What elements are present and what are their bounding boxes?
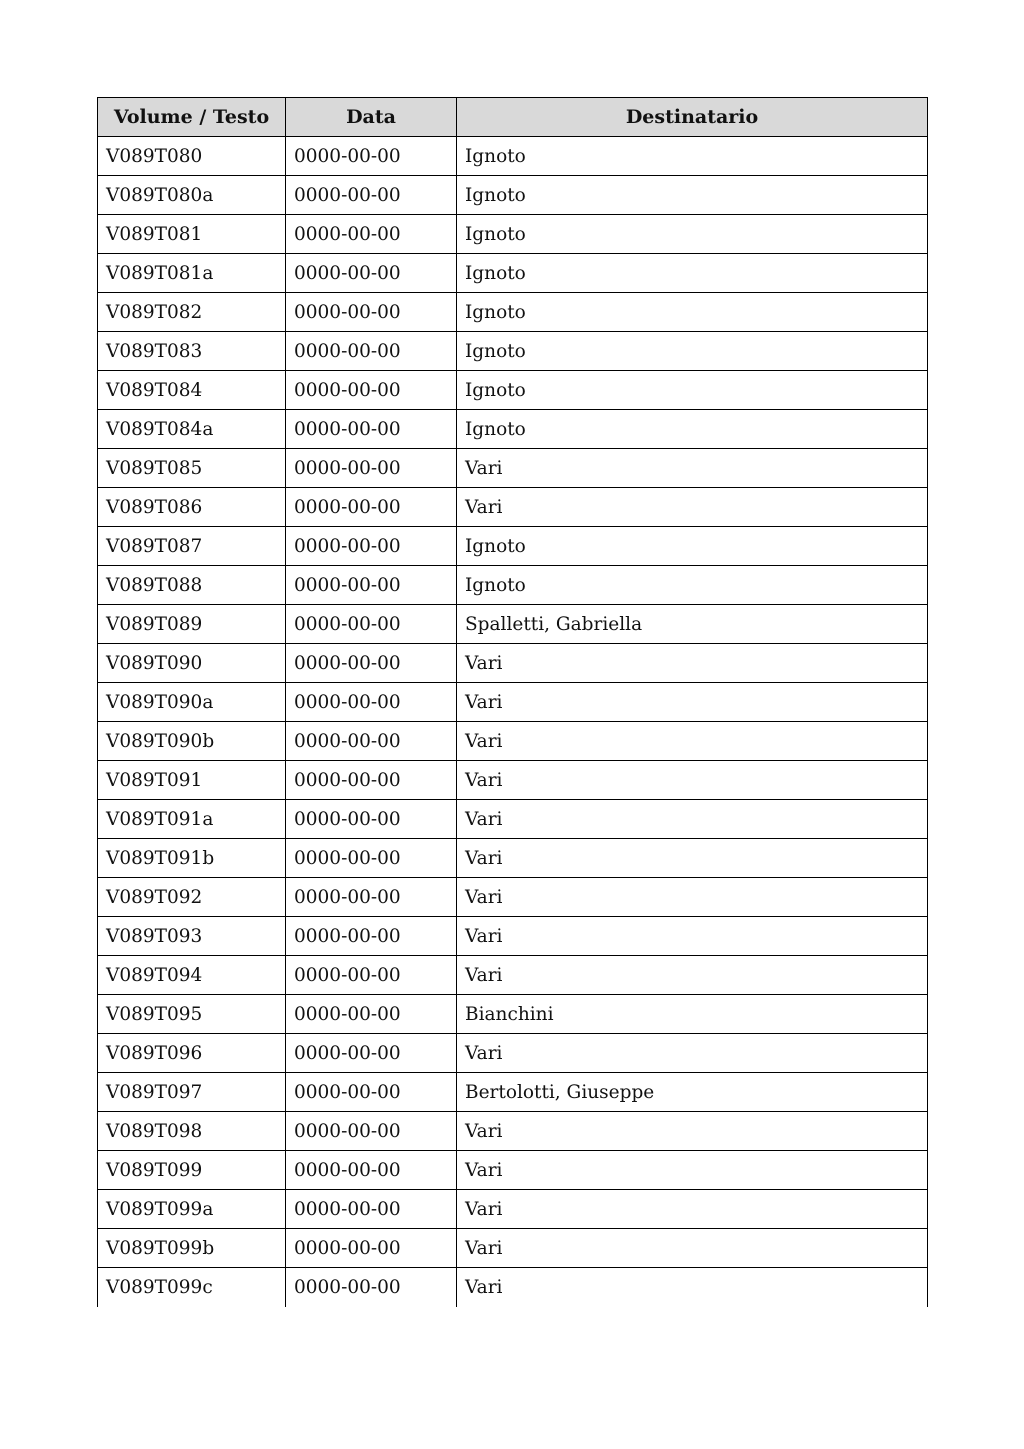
cell-volume-testo: V089T090a xyxy=(98,683,286,722)
cell-destinatario: Ignoto xyxy=(457,527,928,566)
cell-destinatario: Vari xyxy=(457,683,928,722)
cell-data: 0000-00-00 xyxy=(286,176,457,215)
cell-destinatario: Ignoto xyxy=(457,410,928,449)
cell-destinatario: Vari xyxy=(457,839,928,878)
cell-volume-testo: V089T080 xyxy=(98,137,286,176)
cell-destinatario: Ignoto xyxy=(457,215,928,254)
cell-data: 0000-00-00 xyxy=(286,800,457,839)
cell-destinatario: Vari xyxy=(457,644,928,683)
cell-volume-testo: V089T099a xyxy=(98,1190,286,1229)
table-row xyxy=(98,995,928,1034)
cell-data: 0000-00-00 xyxy=(286,566,457,605)
table-row xyxy=(98,1151,928,1190)
cell-data: 0000-00-00 xyxy=(286,995,457,1034)
cell-destinatario: Vari xyxy=(457,956,928,995)
cell-destinatario: Vari xyxy=(457,1229,928,1268)
cell-data: 0000-00-00 xyxy=(286,137,457,176)
column-header-volume-testo: Volume / Testo xyxy=(98,98,286,137)
table-row xyxy=(98,215,928,254)
table-row xyxy=(98,956,928,995)
cell-destinatario: Bertolotti, Giuseppe xyxy=(457,1073,928,1112)
table-row xyxy=(98,488,928,527)
table-row xyxy=(98,371,928,410)
cell-destinatario: Ignoto xyxy=(457,371,928,410)
cell-data: 0000-00-00 xyxy=(286,956,457,995)
cell-volume-testo: V089T094 xyxy=(98,956,286,995)
table-row xyxy=(98,293,928,332)
cell-destinatario: Vari xyxy=(457,1268,928,1307)
table-row xyxy=(98,878,928,917)
cell-volume-testo: V089T095 xyxy=(98,995,286,1034)
cell-data: 0000-00-00 xyxy=(286,371,457,410)
cell-volume-testo: V089T087 xyxy=(98,527,286,566)
table-row xyxy=(98,449,928,488)
table-row xyxy=(98,1112,928,1151)
cell-volume-testo: V089T099c xyxy=(98,1268,286,1307)
cell-data: 0000-00-00 xyxy=(286,332,457,371)
cell-data: 0000-00-00 xyxy=(286,1229,457,1268)
cell-volume-testo: V089T089 xyxy=(98,605,286,644)
cell-volume-testo: V089T091b xyxy=(98,839,286,878)
cell-data: 0000-00-00 xyxy=(286,722,457,761)
cell-data: 0000-00-00 xyxy=(286,410,457,449)
table-row xyxy=(98,722,928,761)
table-row xyxy=(98,644,928,683)
cell-destinatario: Vari xyxy=(457,1151,928,1190)
cell-volume-testo: V089T099 xyxy=(98,1151,286,1190)
cell-data: 0000-00-00 xyxy=(286,1073,457,1112)
cell-destinatario: Ignoto xyxy=(457,176,928,215)
cell-data: 0000-00-00 xyxy=(286,761,457,800)
cell-volume-testo: V089T092 xyxy=(98,878,286,917)
cell-volume-testo: V089T080a xyxy=(98,176,286,215)
cell-data: 0000-00-00 xyxy=(286,215,457,254)
table-row xyxy=(98,683,928,722)
cell-destinatario: Ignoto xyxy=(457,254,928,293)
table-body xyxy=(98,137,928,1307)
table-row xyxy=(98,332,928,371)
cell-destinatario: Vari xyxy=(457,1112,928,1151)
table-row xyxy=(98,410,928,449)
cell-volume-testo: V089T082 xyxy=(98,293,286,332)
cell-volume-testo: V089T081 xyxy=(98,215,286,254)
cell-destinatario: Vari xyxy=(457,488,928,527)
table-row xyxy=(98,1229,928,1268)
cell-data: 0000-00-00 xyxy=(286,1034,457,1073)
cell-volume-testo: V089T099b xyxy=(98,1229,286,1268)
table-row xyxy=(98,1190,928,1229)
table-row xyxy=(98,605,928,644)
cell-destinatario: Ignoto xyxy=(457,293,928,332)
cell-volume-testo: V089T091 xyxy=(98,761,286,800)
column-header-data: Data xyxy=(286,98,457,137)
cell-destinatario: Vari xyxy=(457,722,928,761)
table-row xyxy=(98,137,928,176)
cell-data: 0000-00-00 xyxy=(286,1190,457,1229)
cell-data: 0000-00-00 xyxy=(286,683,457,722)
cell-destinatario: Bianchini xyxy=(457,995,928,1034)
cell-data: 0000-00-00 xyxy=(286,1268,457,1307)
cell-destinatario: Vari xyxy=(457,878,928,917)
cell-volume-testo: V089T091a xyxy=(98,800,286,839)
cell-data: 0000-00-00 xyxy=(286,878,457,917)
cell-destinatario: Spalletti, Gabriella xyxy=(457,605,928,644)
cell-destinatario: Vari xyxy=(457,449,928,488)
cell-volume-testo: V089T097 xyxy=(98,1073,286,1112)
table-row xyxy=(98,761,928,800)
cell-volume-testo: V089T090 xyxy=(98,644,286,683)
cell-data: 0000-00-00 xyxy=(286,839,457,878)
cell-volume-testo: V089T088 xyxy=(98,566,286,605)
table-row xyxy=(98,527,928,566)
cell-volume-testo: V089T093 xyxy=(98,917,286,956)
table-header-row xyxy=(98,98,928,137)
table-row xyxy=(98,917,928,956)
cell-volume-testo: V089T083 xyxy=(98,332,286,371)
table-row xyxy=(98,800,928,839)
cell-data: 0000-00-00 xyxy=(286,605,457,644)
table-row xyxy=(98,1073,928,1112)
cell-data: 0000-00-00 xyxy=(286,293,457,332)
cell-data: 0000-00-00 xyxy=(286,1112,457,1151)
cell-destinatario: Ignoto xyxy=(457,332,928,371)
table-row xyxy=(98,254,928,293)
letters-table xyxy=(97,97,928,1307)
cell-data: 0000-00-00 xyxy=(286,1151,457,1190)
cell-destinatario: Vari xyxy=(457,761,928,800)
table-row xyxy=(98,176,928,215)
cell-destinatario: Ignoto xyxy=(457,137,928,176)
cell-destinatario: Vari xyxy=(457,800,928,839)
cell-data: 0000-00-00 xyxy=(286,488,457,527)
table-row xyxy=(98,839,928,878)
cell-volume-testo: V089T090b xyxy=(98,722,286,761)
cell-volume-testo: V089T084a xyxy=(98,410,286,449)
cell-volume-testo: V089T086 xyxy=(98,488,286,527)
cell-volume-testo: V089T098 xyxy=(98,1112,286,1151)
cell-destinatario: Vari xyxy=(457,917,928,956)
cell-data: 0000-00-00 xyxy=(286,449,457,488)
cell-destinatario: Vari xyxy=(457,1190,928,1229)
cell-destinatario: Vari xyxy=(457,1034,928,1073)
cell-volume-testo: V089T081a xyxy=(98,254,286,293)
column-header-destinatario: Destinatario xyxy=(457,98,928,137)
table-row xyxy=(98,1268,928,1307)
cell-data: 0000-00-00 xyxy=(286,527,457,566)
cell-volume-testo: V089T096 xyxy=(98,1034,286,1073)
cell-volume-testo: V089T085 xyxy=(98,449,286,488)
table-row xyxy=(98,1034,928,1073)
table-row xyxy=(98,566,928,605)
cell-data: 0000-00-00 xyxy=(286,254,457,293)
cell-volume-testo: V089T084 xyxy=(98,371,286,410)
cell-data: 0000-00-00 xyxy=(286,644,457,683)
cell-data: 0000-00-00 xyxy=(286,917,457,956)
cell-destinatario: Ignoto xyxy=(457,566,928,605)
